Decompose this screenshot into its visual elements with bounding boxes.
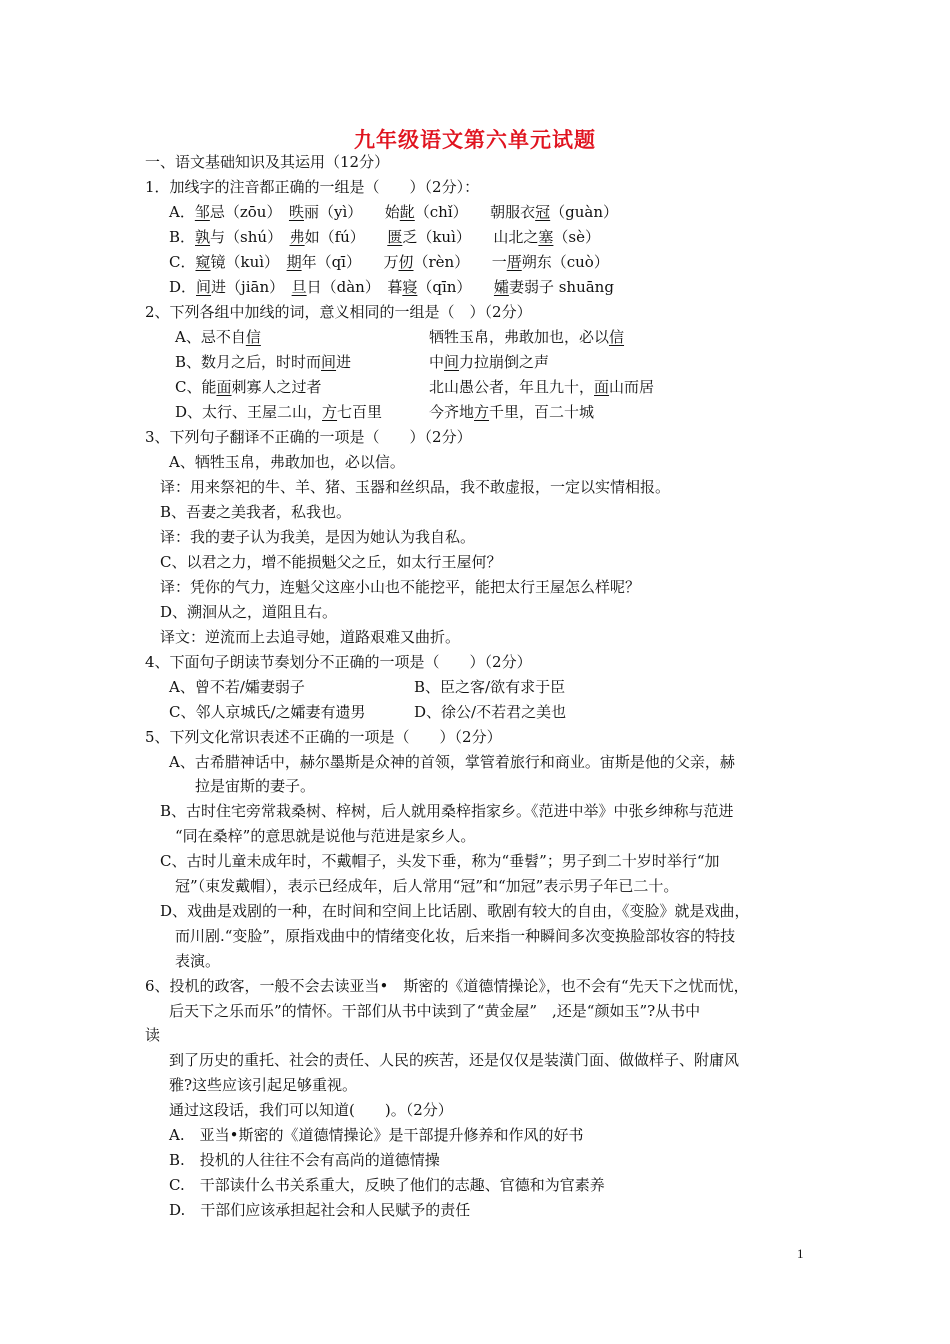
text-line — [169, 452, 405, 472]
page-title: 九年级语文第六单元试题 — [354, 127, 596, 152]
text-segment: 日（dàn） 暮 — [306, 278, 403, 296]
text-line — [175, 377, 322, 397]
text-line — [175, 826, 475, 846]
text-segment: 妻弱子 shuāng — [508, 278, 614, 296]
underlined-word: 弗 — [289, 228, 305, 246]
text-segment: 一、语文基础知识及其运用（12分） — [145, 153, 390, 171]
text-line — [169, 1050, 739, 1070]
underlined-word: 昳 — [288, 203, 304, 221]
text-segment: 今齐地 — [429, 403, 475, 421]
text-segment: A、古希腊神话中，赫尔墨斯是众神的首领，掌管着旅行和商业。宙斯是他的父亲，赫 — [169, 753, 735, 771]
text-segment: 北山愚公者，年且九十， — [429, 378, 595, 396]
text-segment: （chǐ） 朝服衣 — [414, 203, 536, 221]
text-line — [175, 876, 678, 896]
text-segment: 如（fú） — [304, 228, 388, 246]
text-segment: （qīn） — [417, 278, 494, 296]
underlined-word: 寝 — [402, 278, 418, 296]
text-segment: 与（shú） — [210, 228, 290, 246]
text-segment: 山而居 — [609, 378, 655, 396]
text-segment: 译：我的妻子认为我美，是因为她认为我自私。 — [160, 528, 476, 546]
text-segment: 进 — [336, 353, 352, 371]
underlined-word: 龀 — [399, 203, 415, 221]
underlined-word: 冠 — [535, 203, 551, 221]
text-segment: 通过这段话，我们可以知道( )。（2分） — [169, 1101, 453, 1119]
text-segment: 中 — [429, 353, 445, 371]
text-line — [169, 252, 609, 272]
text-segment: 雅?这些应该引起足够重视。 — [169, 1076, 358, 1094]
text-line — [145, 1025, 160, 1045]
text-line — [169, 1125, 583, 1145]
text-segment: C、邻人京城氏/之孀妻有遗男 — [169, 703, 366, 721]
underlined-word: 孰 — [195, 228, 211, 246]
text-line — [145, 652, 532, 672]
text-segment: C. 干部读什么书关系重大，反映了他们的志趣、官德和为官素养 — [169, 1176, 605, 1194]
text-line — [175, 352, 351, 372]
text-segment: 朔东（cuò） — [521, 253, 609, 271]
text-line — [169, 1175, 605, 1195]
text-line — [175, 402, 382, 422]
text-segment: 6、投机的政客，一般不会去读亚当• 斯密的《道德情操论》，也不会有“先天下之忧而忧， — [145, 977, 749, 995]
text-line — [160, 901, 750, 921]
text-segment: A、牺牲玉帛，弗敢加也，必以信。 — [169, 453, 405, 471]
text-line — [169, 227, 600, 247]
text-line — [160, 851, 720, 871]
text-segment: B、古时住宅旁常栽桑树、梓树，后人就用桑梓指家乡。《范进中举》中张乡绅称与范进 — [160, 802, 734, 820]
text-segment: 3、下列句子翻译不正确的一项是（ ）（2分） — [145, 428, 472, 446]
text-segment: D、溯洄从之，道阻且右。 — [160, 603, 338, 621]
text-line — [160, 602, 337, 622]
text-segment: A. 亚当•斯密的《道德情操论》是干部提升修养和作风的好书 — [169, 1126, 584, 1144]
text-line — [414, 677, 565, 697]
text-segment: D. 干部们应该承担起社会和人民赋予的责任 — [169, 1201, 471, 1219]
underlined-word: 期 — [286, 253, 302, 271]
text-segment: 后天下之乐而乐”的情怀。干部们从书中读到了“黄金屋” ,还是“颜如玉”?从书中 — [169, 1002, 701, 1020]
text-segment: C． — [169, 253, 196, 271]
text-line — [160, 527, 475, 547]
text-line — [160, 552, 501, 572]
text-segment: 进（jiān） — [211, 278, 292, 296]
text-segment: “同在桑梓”的意思就是说他与范进是家乡人。 — [175, 827, 476, 845]
text-line — [429, 402, 594, 422]
underlined-word: 窥 — [195, 253, 211, 271]
text-line — [414, 702, 566, 722]
text-segment: C、能 — [175, 378, 217, 396]
text-segment: 镜（kuì） — [210, 253, 287, 271]
text-line — [145, 177, 479, 197]
text-segment: C、以君之力，增不能损魁父之丘，如太行王屋何？ — [160, 553, 502, 571]
text-segment: B. 投机的人往往不会有高尚的道德情操 — [169, 1151, 440, 1169]
text-line — [145, 152, 389, 172]
underlined-word: 厝 — [506, 253, 522, 271]
text-segment: 表演。 — [175, 952, 221, 970]
text-line — [160, 577, 640, 597]
underlined-word: 间 — [196, 278, 212, 296]
underlined-word: 旦 — [291, 278, 307, 296]
text-segment: D、戏曲是戏剧的一种，在时间和空间上比话剧、歌剧有较大的自由，《变脸》就是戏曲， — [160, 902, 750, 920]
text-line — [160, 627, 460, 647]
text-line — [145, 976, 749, 996]
text-line — [175, 926, 735, 946]
text-line — [175, 951, 220, 971]
text-segment: B． — [169, 228, 196, 246]
text-line — [169, 1100, 453, 1120]
text-segment: B、臣之客/欲有求于臣 — [414, 678, 566, 696]
text-line — [160, 502, 351, 522]
underlined-word: 面 — [216, 378, 232, 396]
text-segment: 冠”（束发戴帽），表示已经成年，后人常用“冠”和“加冠”表示男子年已二十。 — [175, 877, 679, 895]
text-line — [169, 277, 614, 297]
text-line — [169, 702, 366, 722]
text-line — [175, 327, 261, 347]
text-segment: 牺牲玉帛，弗敢加也，必以 — [429, 328, 610, 346]
page-number: 1 — [797, 1246, 804, 1261]
underlined-word: 信 — [245, 328, 261, 346]
underlined-word: 塞 — [538, 228, 554, 246]
text-line — [169, 1200, 470, 1220]
text-line — [169, 202, 618, 222]
text-segment: 到了历史的重托、社会的责任、人民的疾苦，还是仅仅是装潢门面、做做样子、附庸风 — [169, 1051, 740, 1069]
text-segment: 5、下列文化常识表述不正确的一项是（ ）（2分） — [145, 728, 502, 746]
text-line — [160, 801, 734, 821]
text-segment: B、吾妻之美我者，私我也。 — [160, 503, 352, 521]
underlined-word: 孀 — [493, 278, 509, 296]
underlined-word: 信 — [609, 328, 625, 346]
underlined-word: 邹 — [194, 203, 210, 221]
underlined-word: 面 — [594, 378, 610, 396]
text-line — [429, 327, 624, 347]
underlined-word: 匮 — [387, 228, 403, 246]
text-segment: 丽（yì） 始 — [303, 203, 400, 221]
text-segment: 乏（kuì） 山北之 — [402, 228, 539, 246]
text-segment: C、古时儿童未成年时，不戴帽子，头发下垂，称为“垂髫”；男子到二十岁时举行“加 — [160, 852, 720, 870]
text-line — [145, 427, 472, 447]
text-line — [169, 752, 735, 772]
underlined-word: 仞 — [398, 253, 414, 271]
text-segment: D． — [169, 278, 197, 296]
underlined-word: 方 — [322, 403, 338, 421]
text-line — [160, 477, 670, 497]
text-segment: 千里，百二十城 — [489, 403, 595, 421]
underlined-word: 方 — [474, 403, 490, 421]
text-segment: 译：凭你的气力，连魁父这座小山也不能挖平，能把太行王屋怎么样呢？ — [160, 578, 641, 596]
text-segment: A． — [169, 203, 195, 221]
text-line — [169, 1075, 357, 1095]
text-segment: B、数月之后，时时而 — [175, 353, 322, 371]
text-segment: 2、下列各组中加线的词，意义相同的一组是（ ）（2分） — [145, 303, 532, 321]
text-segment: 译文：逆流而上去追寻她，道路艰难又曲折。 — [160, 628, 461, 646]
text-segment: 年（qī） 万 — [301, 253, 399, 271]
text-segment: 拉是宙斯的妻子。 — [195, 777, 316, 795]
text-segment: 七百里 — [337, 403, 383, 421]
text-segment: D、太行、王屋二山， — [175, 403, 323, 421]
underlined-word: 间 — [321, 353, 337, 371]
text-line — [195, 776, 315, 796]
text-segment: A、曾不若/孀妻弱子 — [169, 678, 305, 696]
text-segment: 译：用来祭祀的牛、羊、猪、玉器和丝织品，我不敢虚报，一定以实情相报。 — [160, 478, 671, 496]
text-segment: （guàn） — [550, 203, 619, 221]
text-line — [429, 377, 654, 397]
underlined-word: 间 — [444, 353, 460, 371]
text-segment: A、忌不自 — [175, 328, 246, 346]
text-segment: 力拉崩倒之声 — [459, 353, 550, 371]
text-segment: 忌（zōu） — [209, 203, 289, 221]
text-segment: 1．加线字的注音都正确的一组是（ ）（2分）： — [145, 178, 480, 196]
text-segment: （rèn） 一 — [413, 253, 507, 271]
text-segment: 刺寡人之过者 — [231, 378, 322, 396]
text-line — [145, 302, 532, 322]
text-line — [429, 352, 549, 372]
text-line — [169, 677, 305, 697]
text-line — [169, 1150, 440, 1170]
text-segment: 而川剧.“变脸”，原指戏曲中的情绪变化妆，后来指一种瞬间多次变换脸部妆容的特技 — [175, 927, 736, 945]
text-line — [145, 727, 502, 747]
text-segment: D、徐公/不若君之美也 — [414, 703, 567, 721]
text-line — [169, 1001, 700, 1021]
text-segment: 读 — [145, 1026, 161, 1044]
text-segment: 4、下面句子朗读节奏划分不正确的一项是（ ）（2分） — [145, 653, 532, 671]
text-segment: （sè） — [553, 228, 600, 246]
